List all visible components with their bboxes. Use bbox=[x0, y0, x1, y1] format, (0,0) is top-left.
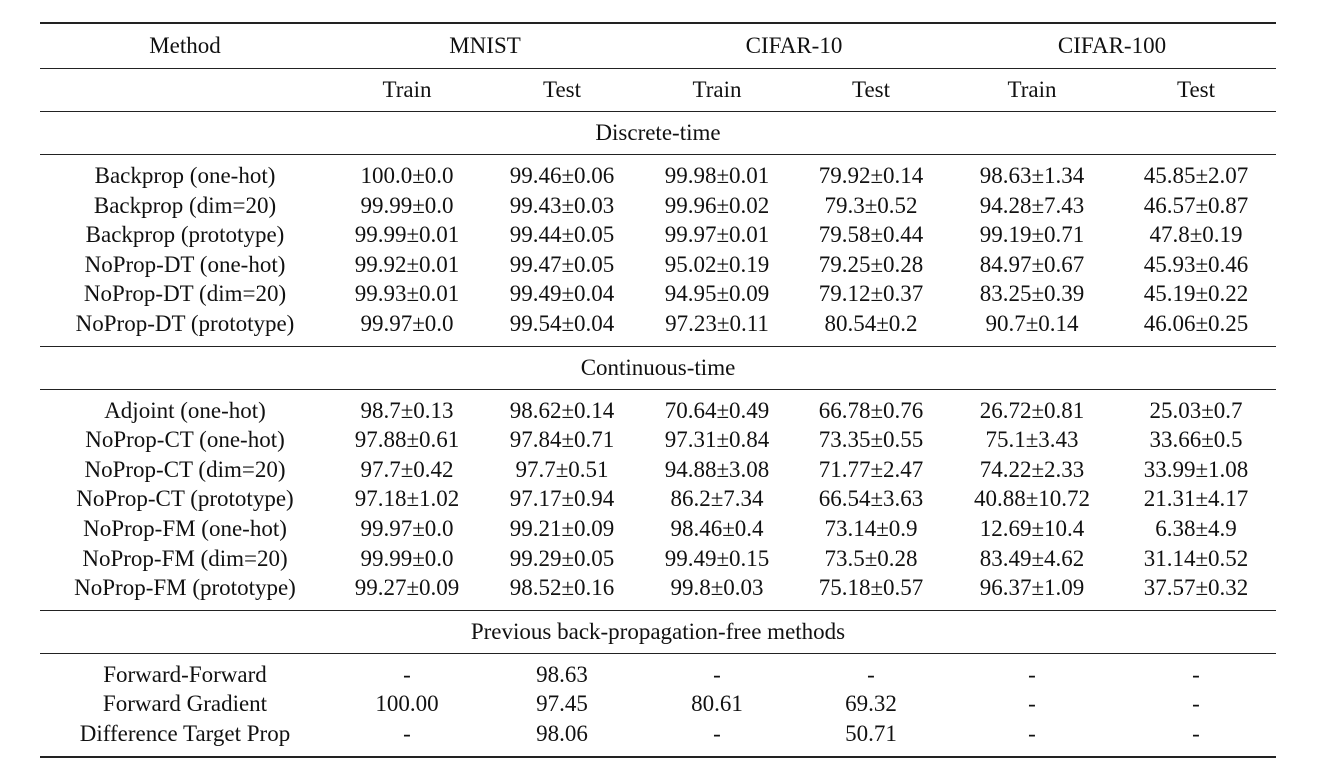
table-row bbox=[40, 250, 1276, 280]
method-cell: Forward Gradient bbox=[102, 691, 268, 717]
value-cell: - bbox=[1192, 691, 1200, 717]
value-cell: - bbox=[1116, 653, 1276, 689]
value-cell: 99.49±0.15 bbox=[664, 545, 770, 571]
header-dataset-cifar10: CIFAR-10 bbox=[640, 23, 948, 69]
value-cell: 71.77±2.47 bbox=[818, 456, 924, 482]
value-cell: 50.71 bbox=[794, 719, 948, 757]
value-cell: - bbox=[640, 719, 794, 757]
section-row bbox=[40, 112, 1276, 155]
method-cell: Backprop (prototype) bbox=[85, 222, 285, 248]
value-cell: 47.8±0.19 bbox=[1149, 222, 1243, 248]
header-split-train: Train bbox=[948, 69, 1116, 112]
value-cell: 99.99±0.01 bbox=[354, 222, 460, 248]
value-cell: 66.78±0.76 bbox=[794, 389, 948, 425]
value-cell: 100.0±0.0 bbox=[330, 155, 484, 191]
value-cell: 97.18±1.02 bbox=[354, 486, 460, 512]
value-cell: 6.38±4.9 bbox=[1155, 515, 1237, 541]
header-split-test: Test bbox=[794, 69, 948, 112]
value-cell: 94.28±7.43 bbox=[979, 192, 1085, 218]
value-cell: 26.72±0.81 bbox=[948, 389, 1116, 425]
method-cell: NoProp-FM (dim=20) bbox=[82, 545, 288, 571]
value-cell: 99.92±0.01 bbox=[354, 251, 460, 277]
value-cell: 25.03±0.7 bbox=[1116, 389, 1276, 425]
table-row bbox=[40, 653, 1276, 689]
method-cell: NoProp-FM (one-hot) bbox=[83, 515, 287, 541]
value-cell: - bbox=[1116, 719, 1276, 757]
value-cell: 99.21±0.09 bbox=[509, 515, 615, 541]
table-row bbox=[40, 514, 1276, 544]
method-cell: NoProp-DT (one-hot) bbox=[84, 251, 286, 277]
value-cell: 94.88±3.08 bbox=[664, 456, 770, 482]
value-cell: 99.29±0.05 bbox=[509, 545, 615, 571]
value-cell: 99.97±0.0 bbox=[360, 515, 454, 541]
section-title: Previous back-propagation-free methods bbox=[40, 610, 1276, 653]
value-cell: 79.12±0.37 bbox=[818, 281, 924, 307]
value-cell: 73.14±0.9 bbox=[824, 515, 918, 541]
section-title: Discrete-time bbox=[40, 112, 1276, 155]
value-cell: 45.93±0.46 bbox=[1143, 251, 1249, 277]
value-cell: 98.63 bbox=[484, 653, 640, 689]
value-cell: 73.35±0.55 bbox=[818, 427, 924, 453]
table-row bbox=[40, 425, 1276, 455]
section-row bbox=[40, 346, 1276, 389]
table-row bbox=[40, 309, 1276, 346]
header-split-train: Train bbox=[330, 69, 484, 112]
value-cell: 97.7±0.51 bbox=[515, 456, 609, 482]
value-cell: 97.23±0.11 bbox=[665, 310, 769, 336]
value-cell: 98.63±1.34 bbox=[948, 155, 1116, 191]
value-cell: 99.27±0.09 bbox=[354, 575, 460, 601]
value-cell: 99.97±0.01 bbox=[664, 222, 770, 248]
table-row bbox=[40, 455, 1276, 485]
value-cell: 99.98±0.01 bbox=[640, 155, 794, 191]
value-cell: 45.85±2.07 bbox=[1116, 155, 1276, 191]
value-cell: - bbox=[330, 719, 484, 757]
table-row bbox=[40, 544, 1276, 574]
value-cell: 96.37±1.09 bbox=[979, 575, 1085, 601]
value-cell: 99.46±0.06 bbox=[484, 155, 640, 191]
value-cell: 66.54±3.63 bbox=[818, 486, 924, 512]
method-cell: NoProp-CT (dim=20) bbox=[84, 456, 286, 482]
value-cell: 73.5±0.28 bbox=[824, 545, 918, 571]
value-cell: 98.7±0.13 bbox=[330, 389, 484, 425]
table-row bbox=[40, 573, 1276, 610]
value-cell: 97.88±0.61 bbox=[354, 427, 460, 453]
value-cell: 98.52±0.16 bbox=[509, 575, 615, 601]
method-cell: Backprop (one-hot) bbox=[40, 155, 330, 191]
value-cell: 86.2±7.34 bbox=[670, 486, 764, 512]
header-split-test: Test bbox=[1116, 69, 1276, 112]
method-cell: NoProp-FM (prototype) bbox=[74, 575, 296, 601]
header-dataset-cifar100: CIFAR-100 bbox=[948, 23, 1276, 69]
value-cell: 100.00 bbox=[375, 691, 439, 717]
value-cell: 99.99±0.0 bbox=[360, 192, 454, 218]
value-cell: 99.99±0.0 bbox=[360, 545, 454, 571]
value-cell: 97.84±0.71 bbox=[509, 427, 615, 453]
results-table bbox=[40, 22, 1276, 758]
value-cell: 31.14±0.52 bbox=[1143, 545, 1249, 571]
value-cell: 90.7±0.14 bbox=[985, 310, 1079, 336]
value-cell: - bbox=[794, 653, 948, 689]
table-row bbox=[40, 689, 1276, 719]
value-cell: 98.46±0.4 bbox=[670, 515, 764, 541]
header-row-datasets bbox=[40, 23, 1276, 69]
value-cell: 94.95±0.09 bbox=[664, 281, 770, 307]
value-cell: 99.49±0.04 bbox=[509, 281, 615, 307]
value-cell: - bbox=[330, 653, 484, 689]
value-cell: 79.25±0.28 bbox=[818, 251, 924, 277]
value-cell: 33.66±0.5 bbox=[1149, 427, 1243, 453]
table-row bbox=[40, 484, 1276, 514]
method-cell: Backprop (dim=20) bbox=[93, 192, 277, 218]
header-split-test: Test bbox=[484, 69, 640, 112]
table-row bbox=[40, 191, 1276, 221]
value-cell: 80.61 bbox=[691, 691, 743, 717]
value-cell: 79.92±0.14 bbox=[794, 155, 948, 191]
value-cell: 84.97±0.67 bbox=[979, 251, 1085, 277]
method-cell: NoProp-CT (one-hot) bbox=[85, 427, 285, 453]
section-row bbox=[40, 610, 1276, 653]
method-cell: NoProp-CT (prototype) bbox=[76, 486, 294, 512]
value-cell: 74.22±2.33 bbox=[979, 456, 1085, 482]
table-row bbox=[40, 389, 1276, 425]
value-cell: 33.99±1.08 bbox=[1143, 456, 1249, 482]
header-dataset-mnist: MNIST bbox=[330, 23, 640, 69]
table-row bbox=[40, 155, 1276, 191]
value-cell: 99.93±0.01 bbox=[354, 281, 460, 307]
method-cell: NoProp-DT (dim=20) bbox=[83, 281, 287, 307]
table-row bbox=[40, 719, 1276, 757]
value-cell: 79.58±0.44 bbox=[818, 222, 924, 248]
method-cell: Forward-Forward bbox=[40, 653, 330, 689]
value-cell: 98.62±0.14 bbox=[484, 389, 640, 425]
header-row-splits bbox=[40, 69, 1276, 112]
header-split-train: Train bbox=[640, 69, 794, 112]
value-cell: 97.31±0.84 bbox=[664, 427, 770, 453]
table-row bbox=[40, 279, 1276, 309]
value-cell: 99.19±0.71 bbox=[979, 222, 1085, 248]
value-cell: 40.88±10.72 bbox=[973, 486, 1091, 512]
value-cell: 83.49±4.62 bbox=[979, 545, 1085, 571]
value-cell: - bbox=[948, 653, 1116, 689]
header-empty bbox=[40, 69, 330, 112]
value-cell: 45.19±0.22 bbox=[1143, 281, 1249, 307]
value-cell: 97.45 bbox=[536, 691, 588, 717]
method-cell: Adjoint (one-hot) bbox=[40, 389, 330, 425]
value-cell: 99.47±0.05 bbox=[509, 251, 615, 277]
value-cell: 99.44±0.05 bbox=[509, 222, 615, 248]
value-cell: 12.69±10.4 bbox=[979, 515, 1085, 541]
value-cell: - bbox=[640, 653, 794, 689]
value-cell: 97.17±0.94 bbox=[509, 486, 615, 512]
value-cell: 37.57±0.32 bbox=[1143, 575, 1249, 601]
value-cell: 98.06 bbox=[484, 719, 640, 757]
value-cell: 70.64±0.49 bbox=[640, 389, 794, 425]
value-cell: 83.25±0.39 bbox=[979, 281, 1085, 307]
value-cell: 79.3±0.52 bbox=[824, 192, 918, 218]
value-cell: 21.31±4.17 bbox=[1143, 486, 1249, 512]
value-cell: 95.02±0.19 bbox=[664, 251, 770, 277]
value-cell: 75.1±3.43 bbox=[985, 427, 1079, 453]
method-cell: NoProp-DT (prototype) bbox=[75, 310, 295, 336]
table-row bbox=[40, 220, 1276, 250]
value-cell: 46.57±0.87 bbox=[1143, 192, 1249, 218]
value-cell: 99.43±0.03 bbox=[509, 192, 615, 218]
value-cell: - bbox=[1028, 691, 1036, 717]
value-cell: 80.54±0.2 bbox=[824, 310, 918, 336]
method-cell: Difference Target Prop bbox=[40, 719, 330, 757]
value-cell: 99.96±0.02 bbox=[664, 192, 770, 218]
value-cell: 99.97±0.0 bbox=[360, 310, 454, 336]
value-cell: 69.32 bbox=[845, 691, 897, 717]
value-cell: 99.8±0.03 bbox=[670, 575, 764, 601]
value-cell: - bbox=[948, 719, 1116, 757]
section-title: Continuous-time bbox=[40, 346, 1276, 389]
value-cell: 99.54±0.04 bbox=[509, 310, 615, 336]
value-cell: 75.18±0.57 bbox=[818, 575, 924, 601]
header-method: Method bbox=[40, 23, 330, 69]
value-cell: 97.7±0.42 bbox=[360, 456, 454, 482]
value-cell: 46.06±0.25 bbox=[1143, 310, 1249, 336]
